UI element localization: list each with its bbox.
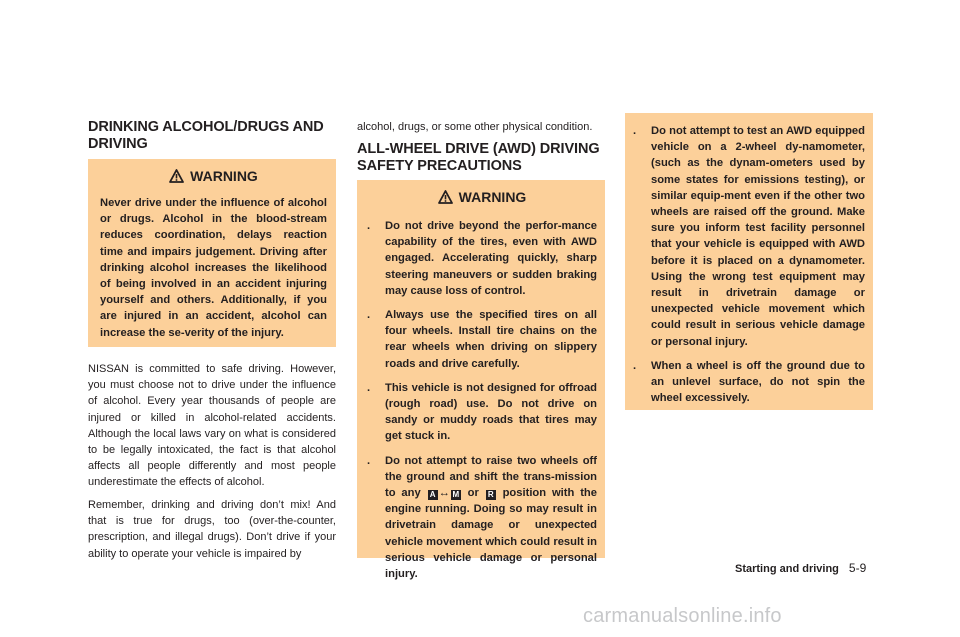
section-heading-awd: ALL-WHEEL DRIVE (AWD) DRIVING SAFETY PRECAUTIONS — [357, 141, 600, 174]
warning-box-continued — [625, 113, 873, 410]
list-item: . Always use the specified tires on all four wheels. Install tire chains on the rear wheels when driving on slippery roads and drive carefully. — [367, 309, 597, 370]
bullet: . — [367, 381, 371, 394]
paragraph-nissan-committed: NISSAN is committed to safe driving. However, you must choose not to drive under the influence of alcohol. Every year thousands of people are injured or killed in alcohol-related accidents. Although the local laws vary on what is considered to be legally intoxicated, the fact is that alcohol affects all people differently and most people underestimate the effects of alcohol. — [88, 363, 336, 489]
section-heading-drinking: DRINKING ALCOHOL/DRUGS AND DRIVING — [88, 119, 324, 152]
page-footer — [735, 561, 866, 575]
list-item: . Do not attempt to raise two wheels off the ground and shift the trans-mission to any A ↔ M or R position with the engine running. Doing so may result in drivetrain damage or unexpected vehicle movement which could result in serious vehicle damage or personal injury. — [367, 454, 597, 581]
warning-title-text: WARNING — [190, 168, 258, 184]
bullet: . — [367, 220, 371, 232]
warning-triangle-icon — [438, 190, 453, 204]
shift-m-icon: M — [452, 490, 460, 500]
warning-triangle-icon — [169, 169, 184, 183]
bullet: . — [633, 359, 637, 372]
shift-a-icon: A — [428, 490, 438, 500]
list-item: . This vehicle is not designed for offroad (rough road) use. Do not drive on sandy or muddy roads that tires may get stuck in. — [367, 381, 597, 443]
bullet: . — [367, 309, 371, 322]
warning-box-alcohol — [88, 159, 336, 347]
footer-section-title: Starting and driving — [735, 563, 839, 575]
watermark: carmanualsonline.info — [583, 605, 782, 627]
bullet: . — [633, 125, 637, 137]
list-item: . When a wheel is off the ground due to an unlevel surface, do not spin the wheel excessively. — [633, 359, 865, 405]
arrow-symbol: ↔ — [438, 487, 450, 500]
list-item: . Do not attempt to test an AWD equipped vehicle on a 2-wheel dy-namometer, (such as the dynam-ometers used by some states for emissions testing), or similar equip-ment even if the other two wheels are raised off the ground. Make sure you inform test facility personnel that your vehicle is equipped with AWD before it is placed on a dynamometer. Using the wrong test equipment may result in drivetrain damage or unexpected vehicle movement which could result in serious vehicle damage or personal injury. — [633, 125, 865, 348]
awd-warning-list — [367, 218, 597, 582]
warning-title — [100, 167, 327, 185]
shift-r-icon: R — [486, 490, 496, 500]
warning-text-alcohol: Never drive under the influence of alcohol or drugs. Alcohol in the blood-stream reduces coordination, delays reaction time and impairs judgement. Driving after drinking alcohol increases the likelihood of being involved in an accident injuring yourself and others. Additionally, if you are injured in an accident, alcohol can increase the se-verity of the injury. — [100, 197, 327, 339]
warning-box-awd — [357, 180, 605, 581]
warning-title-text: WARNING — [458, 189, 527, 205]
paragraph-drinking-driving: Remember, drinking and driving don’t mix! And that is true for drugs, too (over-the-counter, prescription, and illegal drugs). Don’t drive if your ability to operate your vehicle is impaired by — [88, 499, 336, 560]
paragraph-continuation: alcohol, drugs, or some other physical condition. — [357, 121, 593, 133]
warning-title — [367, 188, 597, 206]
bullet: . — [367, 454, 371, 467]
page-number: 5-9 — [848, 561, 867, 575]
list-item: . Do not drive beyond the perfor-mance capability of the tires, even with AWD engaged. Accelerating quickly, sharp steering maneuvers or sudden braking may cause loss of control. — [367, 220, 597, 297]
awd-warning-list-continued — [633, 123, 865, 406]
